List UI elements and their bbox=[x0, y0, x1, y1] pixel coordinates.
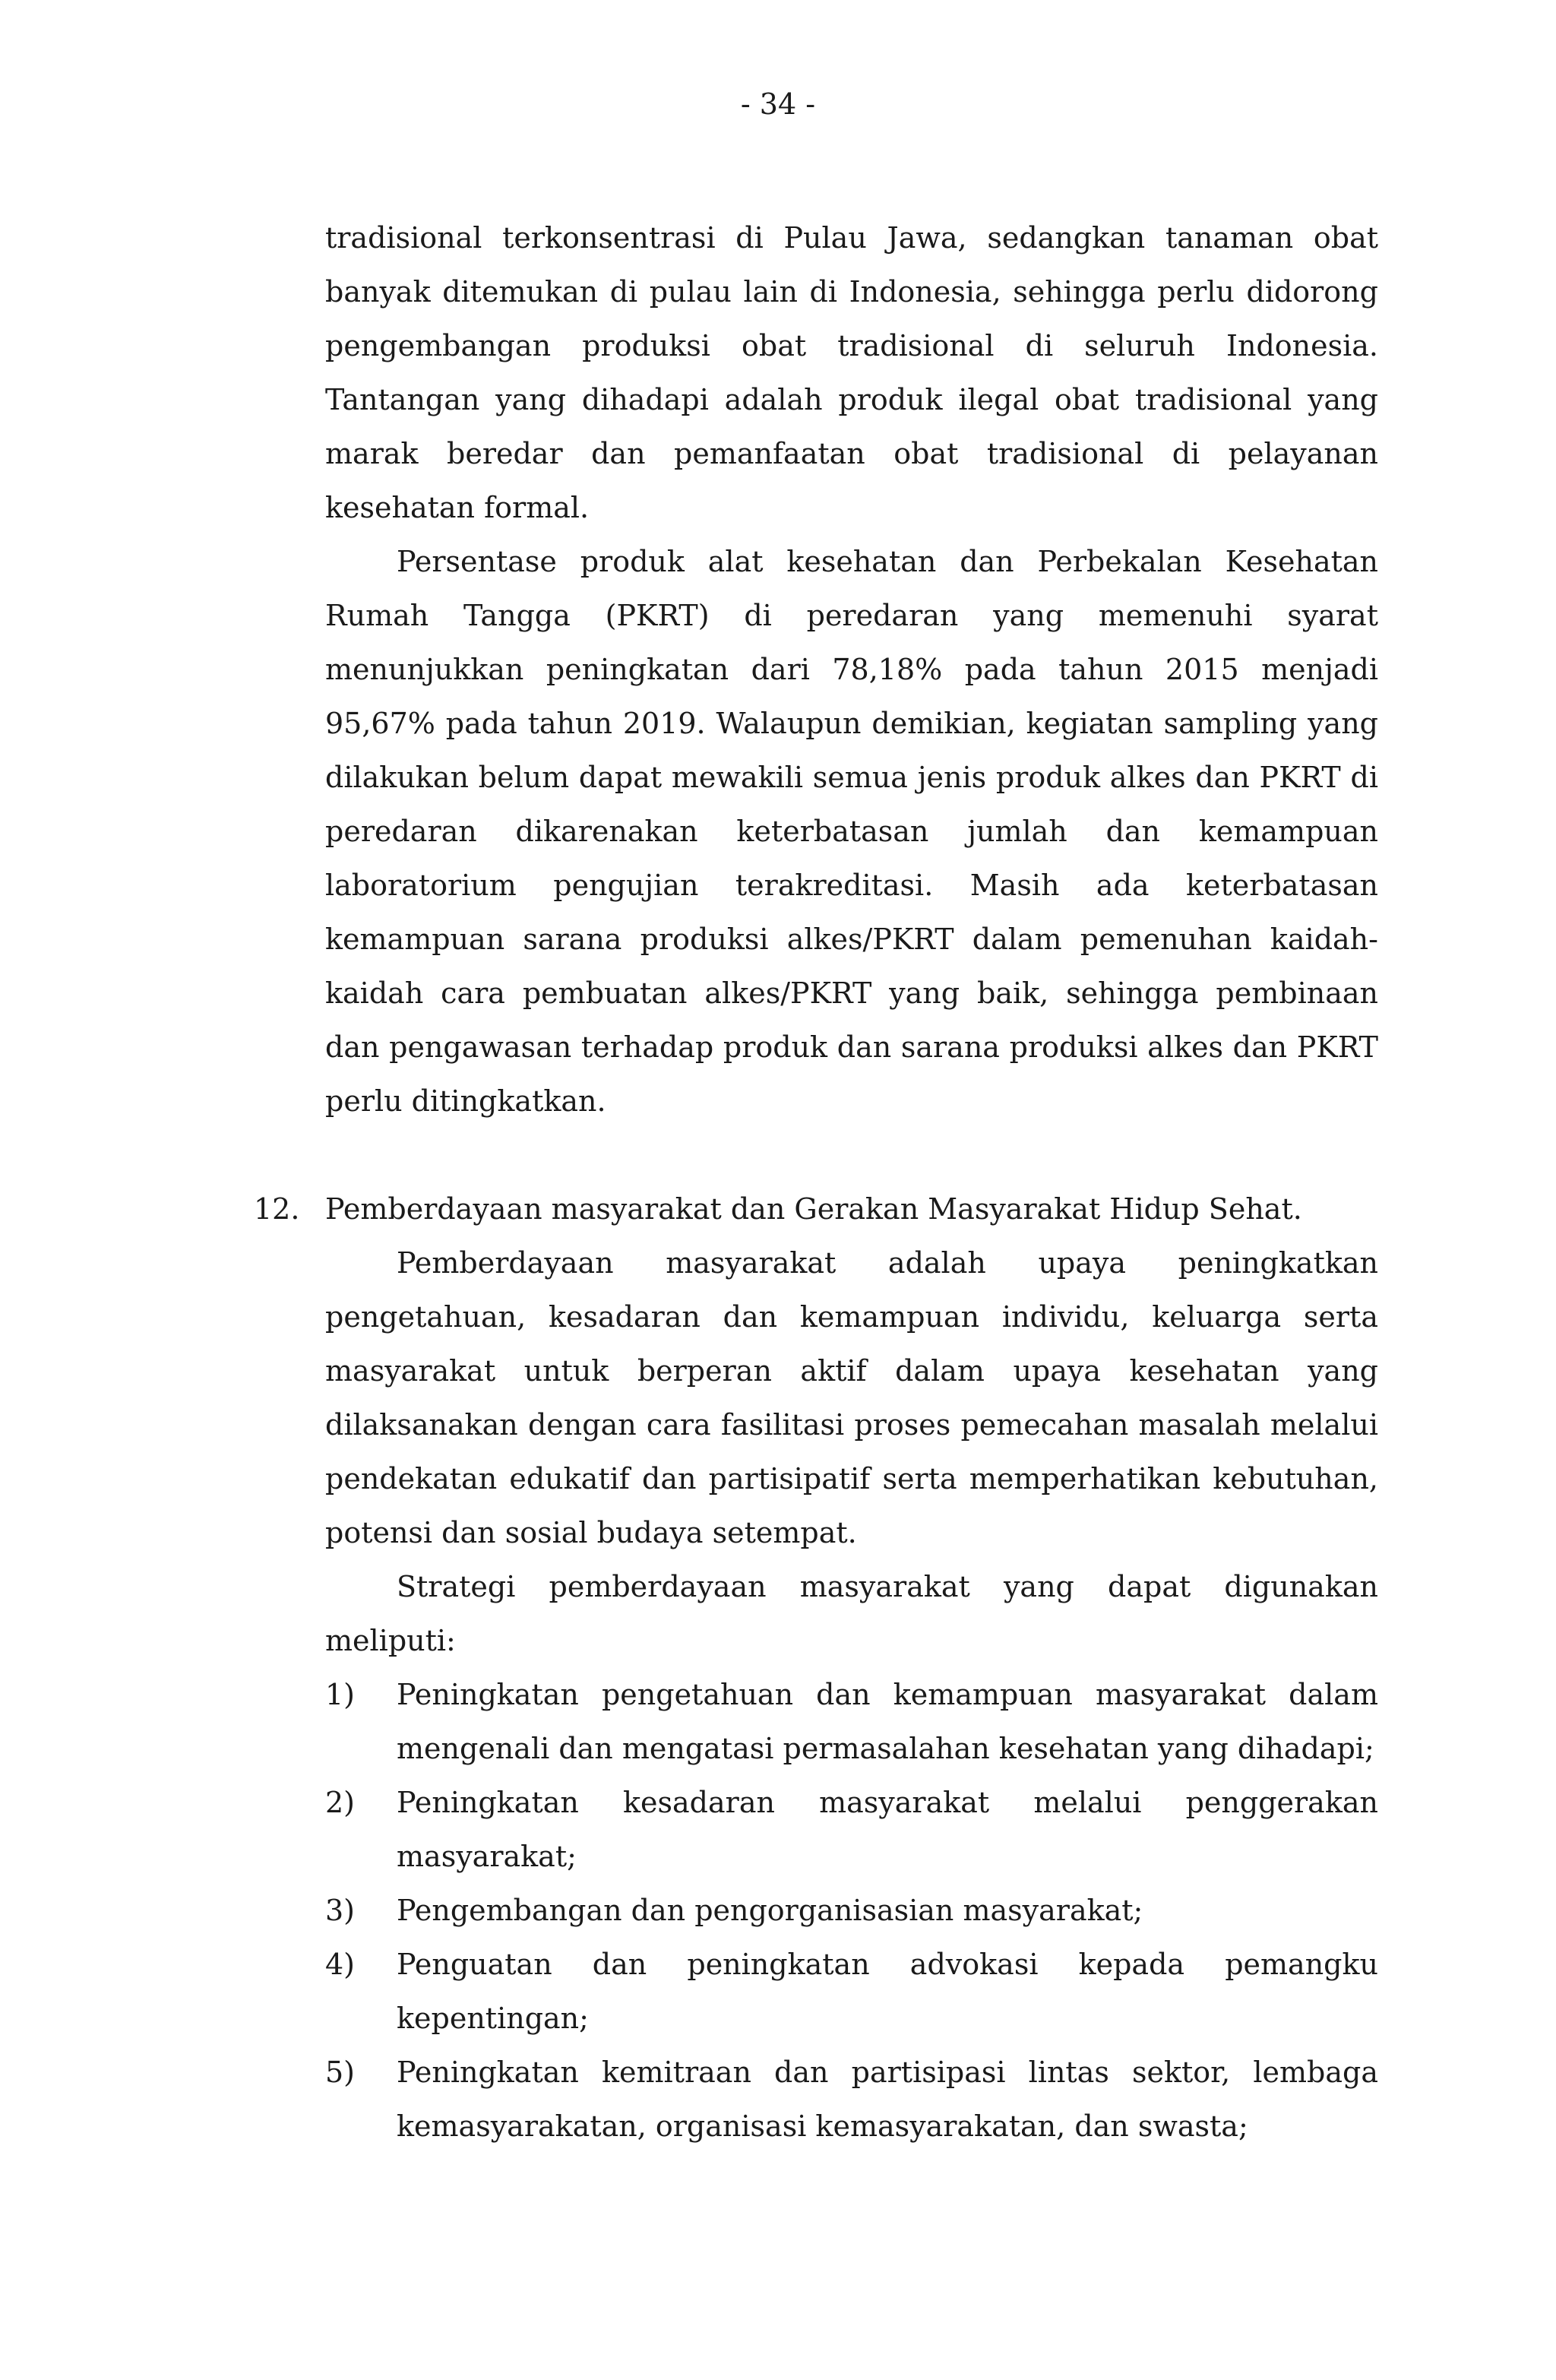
document-body bbox=[254, 211, 1378, 2154]
list-marker: 2) bbox=[325, 1786, 356, 1819]
list-item bbox=[325, 2046, 1378, 2154]
list-item-text: Peningkatan pengetahuan dan kemampuan masyarakat dalam mengenali dan mengatasi permasalahan kesehatan yang dihadapi; bbox=[397, 1678, 1378, 1765]
paragraph-continuation: tradisional terkonsentrasi di Pulau Jawa, sedangkan tanaman obat banyak ditemukan di pulau lain di Indonesia, sehingga perlu didorong pengembangan produksi obat tradisional di seluruh Indonesia. Tantangan yang dihadapi adalah produk ilegal obat tradisional yang marak beredar dan pemanfaatan obat tradisional di pelayanan kesehatan formal. bbox=[325, 221, 1378, 524]
list-marker: 4) bbox=[325, 1948, 356, 1981]
list-item-text: Penguatan dan peningkatan advokasi kepada pemangku kepentingan; bbox=[397, 1948, 1378, 2035]
page-number: - 34 - bbox=[740, 87, 816, 121]
list-item bbox=[325, 1776, 1378, 1884]
section-paragraph-strategy: Strategi pemberdayaan masyarakat yang dapat digunakan meliputi: bbox=[325, 1570, 1378, 1657]
list-item bbox=[325, 1938, 1378, 2046]
list-item-text: Peningkatan kesadaran masyarakat melalui penggerakan masyarakat; bbox=[397, 1786, 1378, 1873]
list-marker: 3) bbox=[325, 1894, 356, 1927]
list-item bbox=[325, 1668, 1378, 1776]
section-number: 12. bbox=[254, 1192, 300, 1226]
section-title: Pemberdayaan masyarakat dan Gerakan Masyarakat Hidup Sehat. bbox=[325, 1192, 1302, 1226]
section-paragraph-definition: Pemberdayaan masyarakat adalah upaya peningkatkan pengetahuan, kesadaran dan kemampuan individu, keluarga serta masyarakat untuk berperan aktif dalam upaya kesehatan yang dilaksanakan dengan cara fasilitasi proses pemecahan masalah melalui pendekatan edukatif dan partisipatif serta memperhatikan kebutuhan, potensi dan sosial budaya setempat. bbox=[325, 1246, 1378, 1549]
list-item bbox=[325, 1884, 1378, 1938]
list-marker: 1) bbox=[325, 1678, 356, 1711]
section-12 bbox=[254, 1182, 1378, 2154]
list-marker: 5) bbox=[325, 2056, 356, 2089]
list-item-text: Pengembangan dan pengorganisasian masyarakat; bbox=[397, 1894, 1143, 1927]
strategy-list bbox=[325, 1668, 1378, 2154]
paragraph-alkes-pkrt: Persentase produk alat kesehatan dan Perbekalan Kesehatan Rumah Tangga (PKRT) di peredaran yang memenuhi syarat menunjukkan peningkatan dari 78,18% pada tahun 2015 menjadi 95,67% pada tahun 2019. Walaupun demikian, kegiatan sampling yang dilakukan belum dapat mewakili semua jenis produk alkes dan PKRT di peredaran dikarenakan keterbatasan jumlah dan kemampuan laboratorium pengujian terakreditasi. Masih ada keterbatasan kemampuan sarana produksi alkes/PKRT dalam pemenuhan kaidah-kaidah cara pembuatan alkes/PKRT yang baik, sehingga pembinaan dan pengawasan terhadap produk dan sarana produksi alkes dan PKRT perlu ditingkatkan. bbox=[325, 545, 1378, 1118]
list-item-text: Peningkatan kemitraan dan partisipasi lintas sektor, lembaga kemasyarakatan, organisasi kemasyarakatan, dan swasta; bbox=[397, 2056, 1378, 2143]
